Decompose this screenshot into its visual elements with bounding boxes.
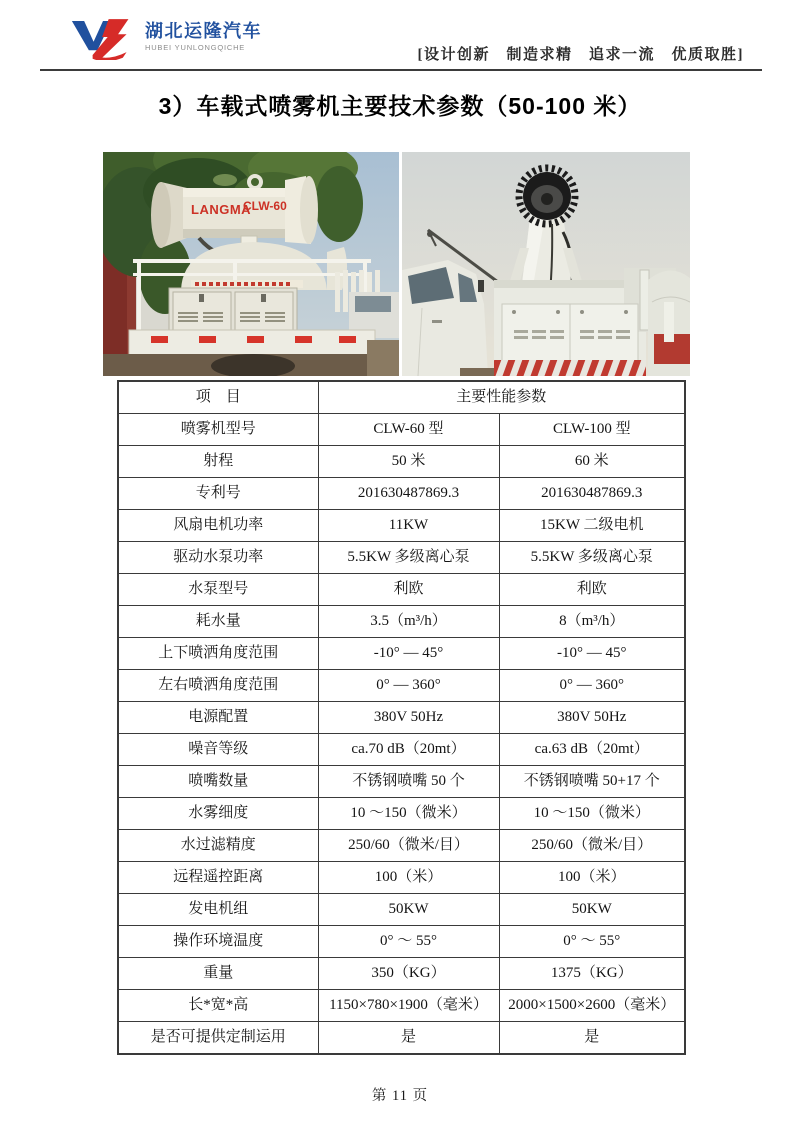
- spec-row-label: 长*宽*高: [118, 990, 318, 1022]
- spec-value-clw60: 11KW: [318, 510, 499, 542]
- table-row: [118, 638, 685, 670]
- logo-mark-icon: [70, 16, 136, 60]
- spec-row-label: 电源配置: [118, 702, 318, 734]
- photo-spray-cannon-upward: [402, 152, 690, 376]
- table-row: [118, 574, 685, 606]
- table-row: [118, 830, 685, 862]
- spec-value-clw60: 利欧: [318, 574, 499, 606]
- spec-value-clw60: 50KW: [318, 894, 499, 926]
- spec-value-clw60: 100（米）: [318, 862, 499, 894]
- spec-value-clw100: 380V 50Hz: [499, 702, 685, 734]
- spec-value-clw100: 0° ～ 55°: [499, 926, 685, 958]
- cabinet-doors: [169, 280, 303, 338]
- spec-row-label: 是否可提供定制运用: [118, 1022, 318, 1055]
- spec-row-label: 水雾细度: [118, 798, 318, 830]
- spec-row-label: 风扇电机功率: [118, 510, 318, 542]
- spec-value-clw60: -10° — 45°: [318, 638, 499, 670]
- page-title: 3）车载式喷雾机主要技术参数（50-100 米）: [158, 93, 642, 119]
- spec-value-clw60: 是: [318, 1022, 499, 1055]
- page-number: 第 11 页: [371, 1088, 429, 1104]
- spec-value-clw100: 利欧: [499, 574, 685, 606]
- logo-text: [145, 16, 262, 52]
- table-row: [118, 670, 685, 702]
- spec-value-clw60: 3.5（m³/h）: [318, 606, 499, 638]
- table-row: [118, 862, 685, 894]
- spec-row-label: 远程遥控距离: [118, 862, 318, 894]
- spec-value-clw60: 350（KG）: [318, 958, 499, 990]
- table-row: [118, 926, 685, 958]
- spec-row-label: 喷嘴数量: [118, 766, 318, 798]
- spec-value-clw60: 380V 50Hz: [318, 702, 499, 734]
- table-row: [118, 414, 685, 446]
- spec-value-clw60: 不锈钢喷嘴 50 个: [318, 766, 499, 798]
- spec-value-clw100: 60 米: [499, 446, 685, 478]
- spec-row-label: 左右喷洒角度范围: [118, 670, 318, 702]
- spec-row-label: 上下喷洒角度范围: [118, 638, 318, 670]
- spec-row-label: 水泵型号: [118, 574, 318, 606]
- spec-table: [117, 380, 686, 1055]
- table-row: [118, 734, 685, 766]
- table-row: [118, 542, 685, 574]
- spec-value-clw60: ca.70 dB（20mt）: [318, 734, 499, 766]
- spec-value-clw100: 1375（KG）: [499, 958, 685, 990]
- spec-value-clw60: 0° — 360°: [318, 670, 499, 702]
- spec-row-label: 喷雾机型号: [118, 414, 318, 446]
- photo-label-model: CLW-60: [243, 199, 287, 213]
- spec-value-clw60: 250/60（微米/目）: [318, 830, 499, 862]
- table-row: [118, 446, 685, 478]
- table-header-row: [118, 381, 685, 414]
- photo-label-brand: LANGMA: [191, 202, 252, 217]
- table-row: [118, 990, 685, 1022]
- table-row: [118, 798, 685, 830]
- table-row: [118, 1022, 685, 1055]
- spec-row-label: 噪音等级: [118, 734, 318, 766]
- spec-value-clw60: 50 米: [318, 446, 499, 478]
- header-slogan: [设计创新 制造求精 追求一流 优质取胜]: [417, 47, 744, 63]
- spec-value-clw60: 10 ～150（微米）: [318, 798, 499, 830]
- spec-value-clw100: 50KW: [499, 894, 685, 926]
- spec-value-clw100: -10° — 45°: [499, 638, 685, 670]
- spec-row-label: 水过滤精度: [118, 830, 318, 862]
- table-row: [118, 606, 685, 638]
- table-row: [118, 702, 685, 734]
- photo-spray-truck-clw60: [103, 152, 399, 376]
- company-name-en: HUBEI YUNLONGQICHE: [145, 42, 246, 52]
- header-rule: [40, 69, 762, 71]
- spec-value-clw100: 100（米）: [499, 862, 685, 894]
- spec-row-label: 发电机组: [118, 894, 318, 926]
- table-row: [118, 894, 685, 926]
- company-logo: [70, 16, 262, 60]
- spec-header-params: 主要性能参数: [318, 381, 685, 414]
- spec-value-clw60: CLW-60 型: [318, 414, 499, 446]
- tailgate: [129, 330, 375, 356]
- spec-value-clw60: 0° ～ 55°: [318, 926, 499, 958]
- company-name-cn: 湖北运隆汽车: [145, 21, 262, 41]
- second-truck: [648, 270, 690, 376]
- table-row: [118, 478, 685, 510]
- spec-row-label: 操作环境温度: [118, 926, 318, 958]
- spec-value-clw100: ca.63 dB（20mt）: [499, 734, 685, 766]
- hazard-stripe: [494, 360, 646, 376]
- spec-value-clw100: 15KW 二级电机: [499, 510, 685, 542]
- table-row: [118, 766, 685, 798]
- spec-row-label: 驱动水泵功率: [118, 542, 318, 574]
- truck-cab: [402, 260, 488, 376]
- spec-header-item: 项 目: [118, 381, 318, 414]
- spec-value-clw100: 不锈钢喷嘴 50+17 个: [499, 766, 685, 798]
- table-row: [118, 958, 685, 990]
- spec-value-clw100: 5.5KW 多级离心泵: [499, 542, 685, 574]
- spec-value-clw100: 2000×1500×2600（毫米）: [499, 990, 685, 1022]
- spec-value-clw100: CLW-100 型: [499, 414, 685, 446]
- spec-value-clw60: 1150×780×1900（毫米）: [318, 990, 499, 1022]
- spec-value-clw100: 8（m³/h）: [499, 606, 685, 638]
- spec-value-clw100: 250/60（微米/目）: [499, 830, 685, 862]
- spec-value-clw100: 201630487869.3: [499, 478, 685, 510]
- spec-value-clw100: 是: [499, 1022, 685, 1055]
- spec-row-label: 专利号: [118, 478, 318, 510]
- spec-value-clw60: 201630487869.3: [318, 478, 499, 510]
- spec-value-clw100: 10 ～150（微米）: [499, 798, 685, 830]
- spec-row-label: 重量: [118, 958, 318, 990]
- spec-value-clw60: 5.5KW 多级离心泵: [318, 542, 499, 574]
- spec-row-label: 射程: [118, 446, 318, 478]
- spec-value-clw100: 0° — 360°: [499, 670, 685, 702]
- spec-row-label: 耗水量: [118, 606, 318, 638]
- table-row: [118, 510, 685, 542]
